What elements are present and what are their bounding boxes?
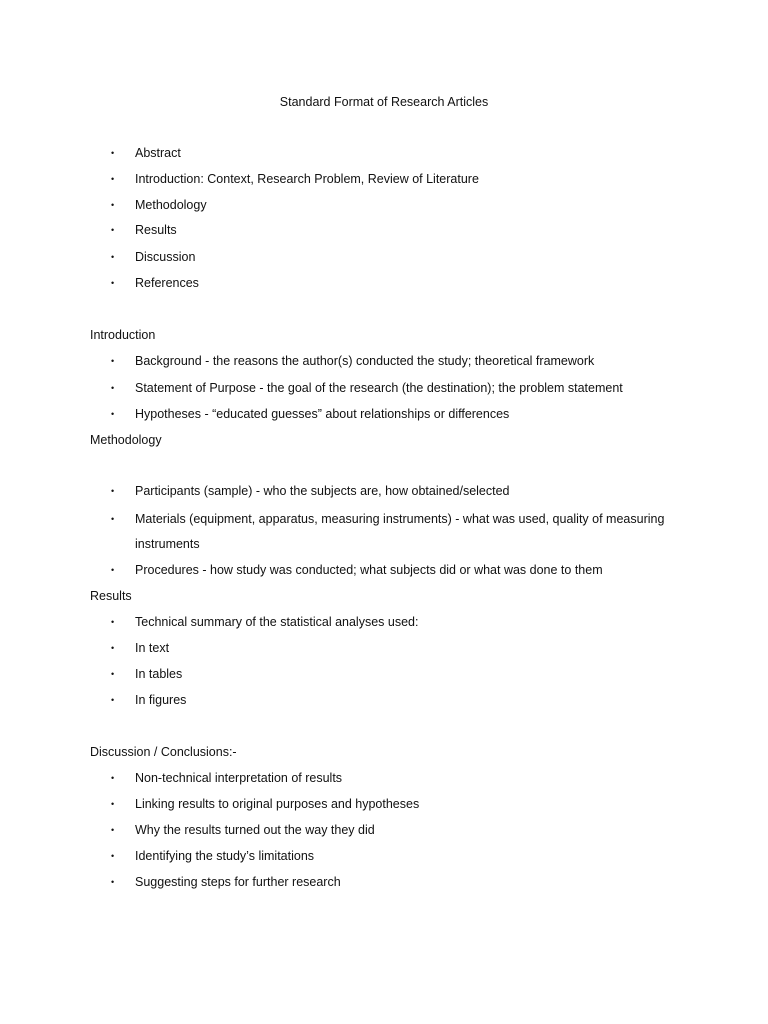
results-item-summary: Technical summary of the statistical analyses used: xyxy=(135,615,419,629)
bullet-icon: • xyxy=(111,877,115,887)
bullet-icon: • xyxy=(111,617,115,627)
discussion-item-linking: Linking results to original purposes and hypotheses xyxy=(135,797,420,811)
bullet-icon: • xyxy=(111,225,115,235)
discussion-item-interpretation: Non-technical interpretation of results xyxy=(135,771,343,785)
bullet-icon: • xyxy=(111,174,115,184)
outline-item-references: References xyxy=(135,276,199,290)
section-heading-results: Results xyxy=(90,589,132,603)
bullet-icon: • xyxy=(111,200,115,210)
results-item-figures: In figures xyxy=(135,693,187,707)
section-heading-discussion: Discussion / Conclusions:- xyxy=(90,745,237,759)
bullet-icon: • xyxy=(111,486,115,496)
bullet-icon: • xyxy=(111,252,115,262)
bullet-icon: • xyxy=(111,851,115,861)
bullet-icon: • xyxy=(111,278,115,288)
outline-item-results: Results xyxy=(135,223,177,237)
bullet-icon: • xyxy=(111,643,115,653)
methodology-item-materials-continued: instruments xyxy=(135,537,200,551)
introduction-item-purpose: Statement of Purpose - the goal of the research (the destination); the problem statement xyxy=(135,381,623,395)
bullet-icon: • xyxy=(111,695,115,705)
section-heading-methodology: Methodology xyxy=(90,433,162,447)
methodology-item-procedures: Procedures - how study was conducted; what subjects did or what was done to them xyxy=(135,563,603,577)
discussion-item-further-research: Suggesting steps for further research xyxy=(135,875,341,889)
outline-item-abstract: Abstract xyxy=(135,146,181,160)
discussion-item-why: Why the results turned out the way they did xyxy=(135,823,375,837)
bullet-icon: • xyxy=(111,409,115,419)
introduction-item-hypotheses: Hypotheses - “educated guesses” about relationships or differences xyxy=(135,407,510,421)
bullet-icon: • xyxy=(111,825,115,835)
results-item-tables: In tables xyxy=(135,667,183,681)
bullet-icon: • xyxy=(111,514,115,524)
bullet-icon: • xyxy=(111,565,115,575)
bullet-icon: • xyxy=(111,773,115,783)
outline-item-introduction: Introduction: Context, Research Problem, Review of Literature xyxy=(135,172,479,186)
outline-item-methodology: Methodology xyxy=(135,198,207,212)
outline-item-discussion: Discussion xyxy=(135,250,196,264)
introduction-item-background: Background - the reasons the author(s) conducted the study; theoretical framework xyxy=(135,354,595,368)
methodology-item-materials: Materials (equipment, apparatus, measuring instruments) - what was used, quality of measuring xyxy=(135,512,665,526)
bullet-icon: • xyxy=(111,383,115,393)
methodology-item-participants: Participants (sample) - who the subjects are, how obtained/selected xyxy=(135,484,510,498)
bullet-icon: • xyxy=(111,799,115,809)
bullet-icon: • xyxy=(111,148,115,158)
results-item-text: In text xyxy=(135,641,170,655)
bullet-icon: • xyxy=(111,356,115,366)
discussion-item-limitations: Identifying the study’s limitations xyxy=(135,849,315,863)
bullet-icon: • xyxy=(111,669,115,679)
section-heading-introduction: Introduction xyxy=(90,328,156,342)
document-title: Standard Format of Research Articles xyxy=(279,95,489,109)
